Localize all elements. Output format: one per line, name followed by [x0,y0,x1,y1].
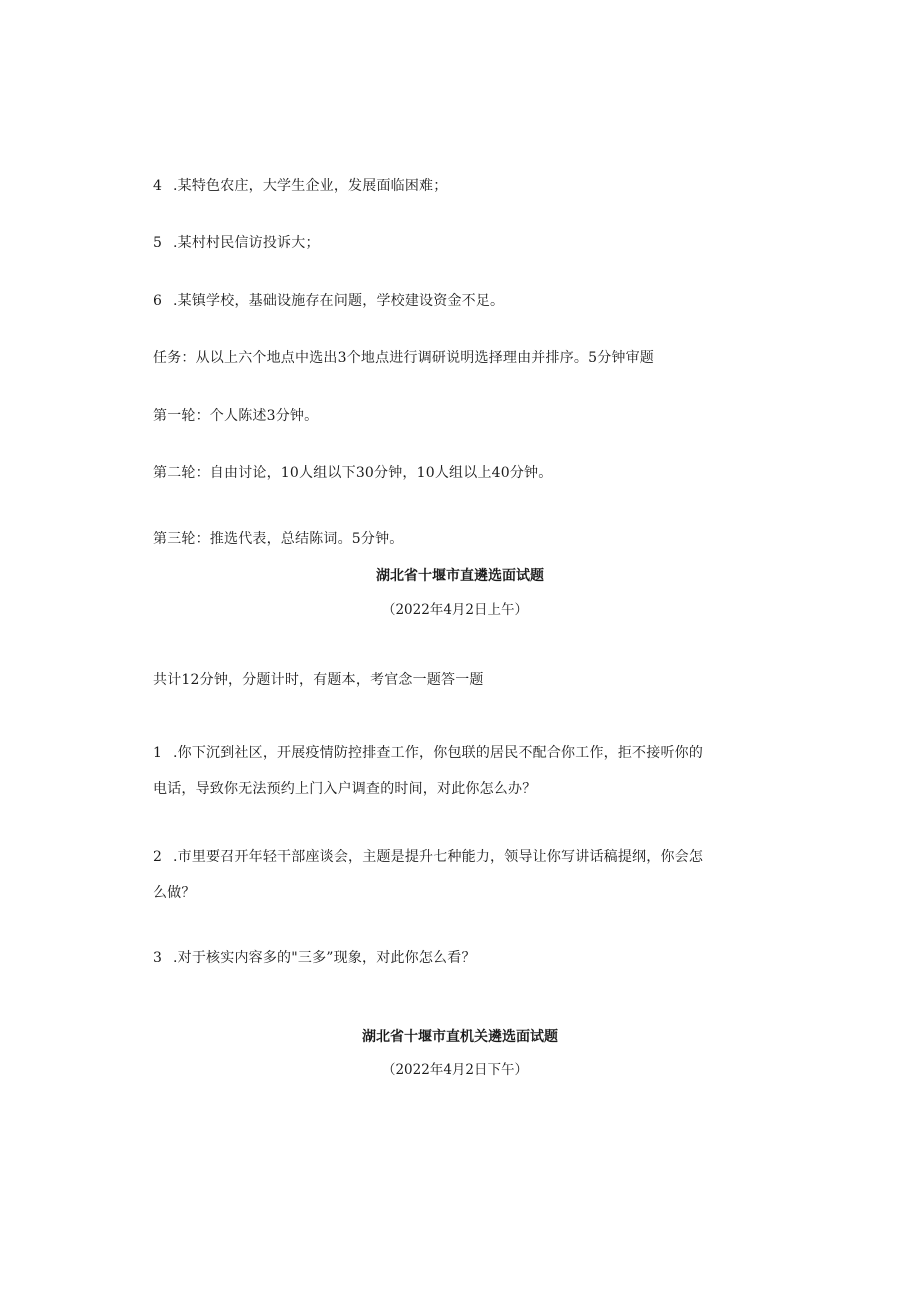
question-1-line-1 [153,743,703,763]
question-text: .你下沉到社区，开展疫情防控排查工作，你包联的居民不配合你工作，拒不接听你的 [173,745,704,761]
list-item-5 [153,233,320,253]
task-text: 任务：从以上六个地点中选出3个地点进行调研说明选择理由并排序。5分钟审题 [153,350,655,366]
round-2-text: 第二轮：自由讨论，10人组以下30分钟，10人组以上40分钟。 [153,465,553,481]
question-2-line-1 [153,847,703,867]
list-item-6 [153,291,504,311]
section-3-title: 湖北省十堰市直机关遴选面试题 [362,1029,558,1045]
section-2-title: 湖北省十堰市直遴选面试题 [376,568,544,584]
question-text: .对于核实内容多的"三多”现象，对此你怎么看？ [173,950,476,966]
question-number: 2 [153,849,163,865]
question-number: 1 [153,745,163,761]
section-2-date: （2022年4月2日上午） [381,602,529,618]
question-3-line-1 [153,948,476,968]
question-text: .市里要召开年轻干部座谈会，主题是提升七种能力，领导让你写讲话稿提纲，你会怎 [173,849,704,865]
list-item-text: .某村村民信访投诉大； [173,235,320,251]
question-2-line-2: 么做？ [153,885,196,901]
list-item-number: 4 [153,178,163,194]
round-1-text: 第一轮：个人陈述3分钟。 [153,408,319,424]
list-item-text: .某镇学校，基础设施存在问题，学校建设资金不足。 [173,293,505,309]
list-item-4 [153,176,447,196]
intro-text: 共计12分钟，分题计时，有题本，考官念一题答一题 [153,672,484,688]
question-number: 3 [153,950,163,966]
question-1-line-2: 电话，导致你无法预约上门入户调查的时间，对此你怎么办？ [153,781,537,797]
list-item-number: 6 [153,293,163,309]
list-item-text: .某特色农庄，大学生企业，发展面临困难； [173,178,448,194]
round-3-text: 第三轮：推选代表，总结陈词。5分钟。 [153,531,404,547]
section-3-date: （2022年4月2日下午） [381,1062,529,1078]
list-item-number: 5 [153,235,163,251]
